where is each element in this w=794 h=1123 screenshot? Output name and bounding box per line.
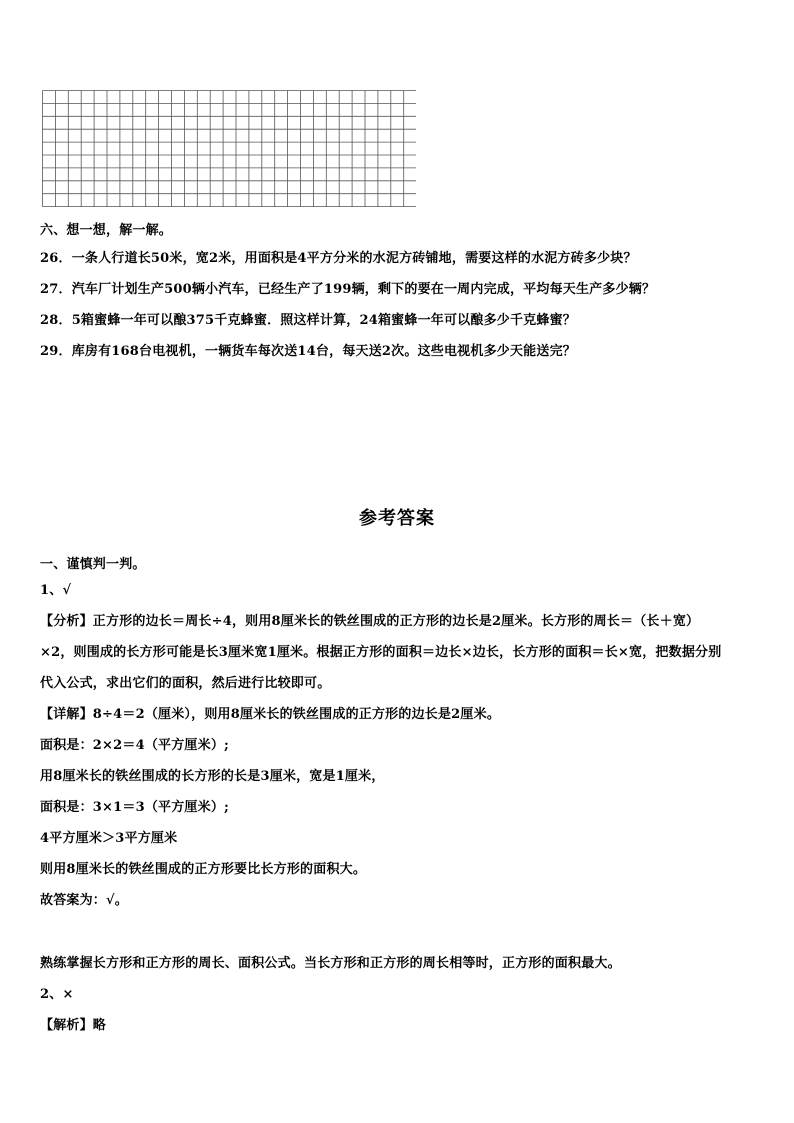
answer-2-label: 2、× [40, 987, 74, 1002]
answers-title: 参考答案 [359, 508, 435, 529]
detail-line-1: 【详解】8÷4＝2（厘米），则用8厘米长的铁丝围成的正方形的边长是2厘米。 [40, 707, 501, 722]
detail-line-5: 4平方厘米＞3平方厘米 [40, 831, 178, 846]
analysis-line-3: 代入公式，求出它们的面积，然后进行比较即可。 [40, 676, 331, 691]
question-27: 27．汽车厂计划生产500辆小汽车，已经生产了199辆，剩下的要在一周内完成，平均每天生产多少辆？ [40, 282, 656, 297]
question-28: 28．5箱蜜蜂一年可以酿375千克蜂蜜．照这样计算，24箱蜜蜂一年可以酿多少千克蜂蜜？ [40, 313, 576, 328]
detail-line-4: 面积是：3×1＝3（平方厘米）; [40, 800, 230, 815]
detail-line-6: 则用8厘米长的铁丝围成的正方形要比长方形的面积大。 [40, 862, 367, 877]
question-29: 29．库房有168台电视机，一辆货车每次送14台，每天送2次。这些电视机多少天能送完？ [40, 344, 576, 359]
detail-line-7: 故答案为：√。 [40, 893, 128, 908]
summary-line: 熟练掌握长方形和正方形的周长、面积公式。当长方形和正方形的周长相等时，正方形的面积最大。 [40, 956, 621, 971]
square-grid [42, 90, 416, 208]
answer-2-analysis: 【解析】略 [40, 1018, 107, 1033]
answers-section-heading: 一、谨慎判一判。 [40, 557, 146, 572]
section-heading: 六、想一想，解一解。 [40, 223, 173, 238]
answer-1-label: 1、√ [40, 583, 72, 598]
question-26: 26．一条人行道长50米，宽2米，用面积是4平方分米的水泥方砖铺地，需要这样的水泥方砖多少块？ [40, 251, 637, 266]
detail-line-3: 用8厘米长的铁丝围成的长方形的长是3厘米，宽是1厘米， [40, 769, 385, 784]
analysis-line-2: ×2，则围成的长方形可能是长3厘米宽1厘米。根据正方形的面积＝边长×边长，长方形的面积＝长×宽，把数据分别 [40, 645, 722, 660]
analysis-line-1: 【分析】正方形的边长＝周长÷4，则用8厘米长的铁丝围成的正方形的边长是2厘米。长方形的周长＝（长＋宽） [40, 614, 700, 629]
detail-line-2: 面积是：2×2＝4（平方厘米）; [40, 738, 230, 753]
